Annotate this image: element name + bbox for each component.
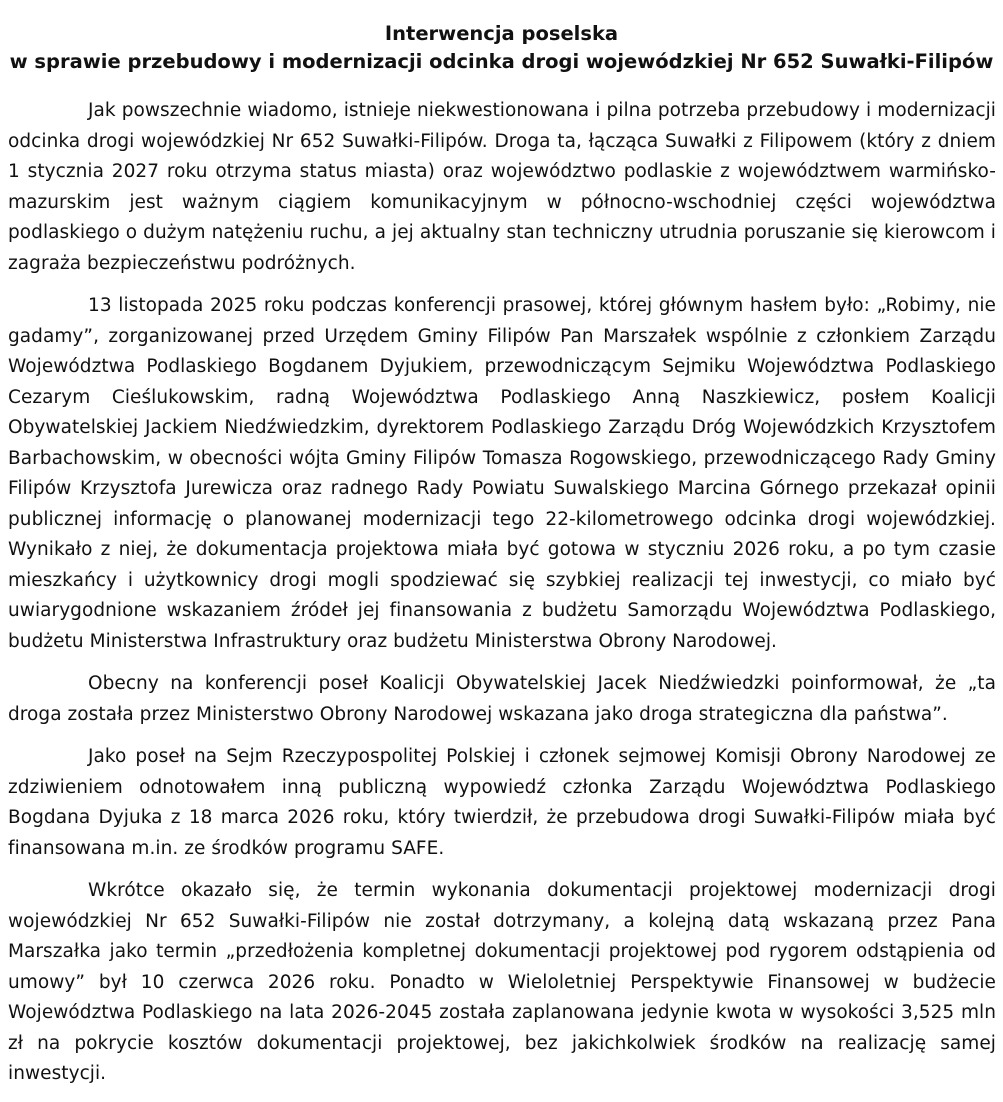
paragraph-5: Wkrótce okazało się, że termin wykonania dokumentacji projektowej modernizacji drogi wojewódzkiej Nr 652 Suwałki-Filipów nie został dotrzymany, a kolejną datą wskazaną przez Pana Marszałka jako termin „przedłożenia kompletnej dokumentacji projektowej pod rygorem odstąpienia od umowy” był 10 czerwca 2026 roku. Ponadto w Wieloletniej Perspektywie Finansowej w budżecie Województwa Podlaskiego na lata 2026-2045 została zaplanowana jedynie kwota w wysokości 3,525 mln zł na pokrycie kosztów dokumentacji projektowej, bez jakichkolwiek środków na realizację samej inwestycji.	[8, 880, 996, 1084]
paragraph-2: 13 listopada 2025 roku podczas konferencji prasowej, której głównym hasłem było: „Robimy, nie gadamy”, zorganizowanej przed Urzędem Gminy Filipów Pan Marszałek wspólnie z członkiem Zarządu Województwa Podlaskiego Bogdanem Dyjukiem, przewodniczącym Sejmiku Województwa Podlaskiego Cezarym Cieślukowskim, radną Województwa Podlaskiego Anną Naszkiewicz, posłem Koalicji Obywatelskiej Jackiem Niedźwiedzkim, dyrektorem Podlaskiego Zarządu Dróg Wojewódzkich Krzysztofem Barbachowskim, w obecności wójta Gminy Filipów Tomasza Rogowskiego, przewodniczącego Rady Gminy Filipów Krzysztofa Jurewicza oraz radnego Rady Powiatu Suwalskiego Marcina Górnego przekazał opinii publicznej informację o planowanej modernizacji tego 22-kilometrowego odcinka drogi wojewódzkiej. Wynikało z niej, że dokumentacja projektowa miała być gotowa w styczniu 2026 roku, a po tym czasie mieszkańcy i użytkownicy drogi mogli spodziewać się szybkiej realizacji tej inwestycji, co miało być uwiarygodnione wskazaniem źródeł jej finansowania z budżetu Samorządu Województwa Podlaskiego, budżetu Ministerstwa Infrastruktury oraz budżetu Ministerstwa Obrony Narodowej.	[8, 295, 996, 652]
document-body	[8, 96, 996, 1102]
document-title: Interwencja poselska	[384, 22, 619, 45]
paragraph-1: Jak powszechnie wiadomo, istnieje niekwestionowana i pilna potrzeba przebudowy i modernizacji odcinka drogi wojewódzkiej Nr 652 Suwałki-Filipów. Droga ta, łącząca Suwałki z Filipowem (który z dniem 1 stycznia 2027 roku otrzyma status miasta) oraz województwo podlaskie z województwem warmińsko-mazurskim jest ważnym ciągiem komunikacyjnym w północno-wschodniej części województwa podlaskiego o dużym natężeniu ruchu, a jej aktualny stan techniczny utrudnia poruszanie się kierowcom i zagraża bezpieczeństwu podróżnych.	[8, 100, 996, 274]
document-subtitle: w sprawie przebudowy i modernizacji odcinka drogi wojewódzkiej Nr 652 Suwałki-Filipów	[9, 50, 994, 73]
paragraph-3: Obecny na konferencji poseł Koalicji Obywatelskiej Jacek Niedźwiedzki poinformował, że „ta droga została przez Ministerstwo Obrony Narodowej wskazana jako droga strategiczna dla państwa”.	[8, 673, 996, 725]
paragraph-4: Jako poseł na Sejm Rzeczypospolitej Polskiej i członek sejmowej Komisji Obrony Narodowej ze zdziwieniem odnotowałem inną publiczną wypowiedź członka Zarządu Województwa Podlaskiego Bogdana Dyjuka z 18 marca 2026 roku, który twierdził, że przebudowa drogi Suwałki-Filipów miała być finansowana m.in. ze środków programu SAFE.	[8, 746, 996, 859]
